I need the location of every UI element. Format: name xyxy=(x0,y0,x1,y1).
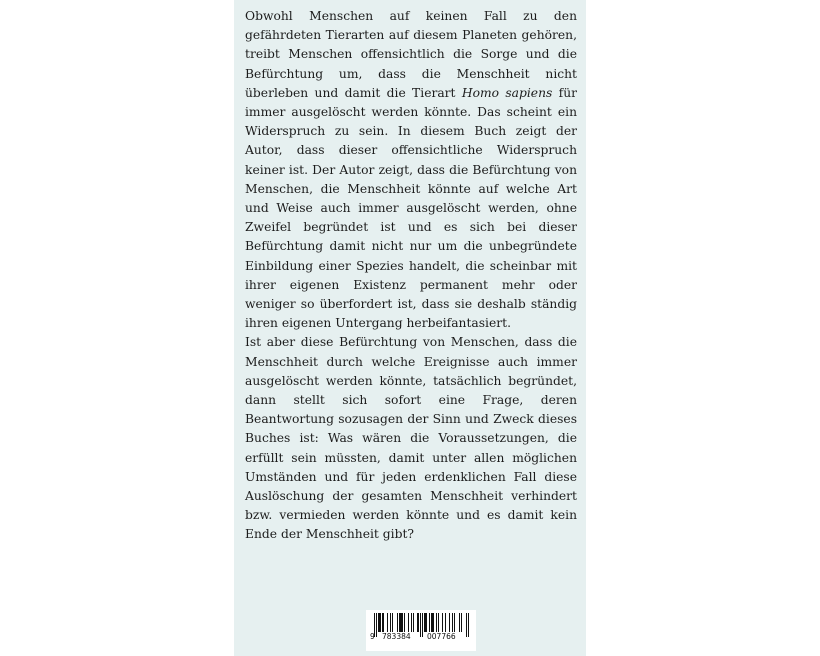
barcode-bar xyxy=(442,613,443,632)
barcode-bar xyxy=(411,613,412,632)
barcode-left-digits: 783384 xyxy=(382,632,411,641)
barcode-bar xyxy=(387,613,388,632)
barcode-bar xyxy=(466,613,467,637)
barcode-bar xyxy=(424,613,425,632)
barcode-bar xyxy=(382,613,383,632)
barcode-bar xyxy=(426,613,427,632)
barcode-bar xyxy=(436,613,437,632)
barcode-bar xyxy=(379,613,380,632)
blurb-paragraph-1-part-1: Obwohl Menschen auf keinen Fall zu den gefährdeten Tierarten auf diesem Planeten gehören, treibt Menschen offensichtlich die Sorge und die Befürchtung um, dass die Menschheit nicht überleben und damit die Tierart xyxy=(245,9,577,100)
barcode-bar xyxy=(422,613,423,637)
barcode-bar xyxy=(429,613,430,632)
barcode-bar xyxy=(402,613,403,632)
barcode-bar xyxy=(378,613,379,632)
blurb-paragraph-1 xyxy=(245,7,577,333)
barcode-bar xyxy=(408,613,409,632)
barcode-bar xyxy=(452,613,453,632)
barcode-bar xyxy=(399,613,400,632)
barcode-bar xyxy=(418,613,419,632)
barcode-bar xyxy=(432,613,433,632)
barcode-bar xyxy=(445,613,446,632)
barcode-bar xyxy=(413,613,414,632)
barcode-first-digit: 9 xyxy=(370,632,375,641)
barcode-bar xyxy=(400,613,401,632)
blurb-paragraph-1-part-2: für immer ausgelöscht werden könnte. Das scheint ein Widerspruch zu sein. In diesem Buch zeigt der Autor, dass dieser offensichtliche Widerspruch keiner ist. Der Autor zeigt, dass die Befürchtung von Menschen, die Menschheit könnte auf welche Art und Weise auch immer ausgelöscht werden, ohne Zweifel begründet ist und es sich bei dieser Befürchtung damit nicht nur um die unbegründete Einbildung einer Spezies handelt, die scheinbar mit ihrer eigenen Existenz permanent mehr oder weniger so überfordert ist, dass sie deshalb ständig ihren eigenen Untergang herbeifantasiert. xyxy=(245,85,578,331)
barcode-bar xyxy=(425,613,426,632)
barcode-bar xyxy=(449,613,450,632)
barcode-bar xyxy=(468,613,469,637)
barcode-bars xyxy=(366,610,476,651)
barcode-bar xyxy=(380,613,381,632)
species-name: Homo sapiens xyxy=(461,85,553,100)
isbn-barcode xyxy=(366,610,476,651)
barcode-bar xyxy=(461,613,462,632)
barcode-bar xyxy=(383,613,384,632)
barcode-bar xyxy=(392,613,393,632)
barcode-bar xyxy=(459,613,460,632)
blurb-paragraph-2: Ist aber diese Befürchtung von Menschen, dass die Menschheit durch welche Ereignisse auch immer ausgelöscht werden könnte, tatsächlich begründet, dann stellt sich sofort eine Frage, deren Beantwortung sozusagen der Sinn und Zweck dieses Buches ist: Was wären die Voraussetzungen, die erfüllt sein müssten, damit unter allen möglichen Umständen und für jeden erdenklichen Fall diese Auslöschung der gesamten Menschheit verhindert bzw. vermieden werden könnte und es damit kein Ende der Menschheit gibt? xyxy=(245,335,577,542)
barcode-bar xyxy=(420,613,421,637)
barcode-bar xyxy=(401,613,402,632)
barcode-bar xyxy=(376,613,377,637)
barcode-bar xyxy=(431,613,432,632)
barcode-bar xyxy=(454,613,455,632)
barcode-bar xyxy=(390,613,391,632)
barcode-bar xyxy=(397,613,398,632)
barcode-bar xyxy=(433,613,434,632)
barcode-right-digits: 007766 xyxy=(427,632,456,641)
blurb-text xyxy=(245,7,577,545)
back-cover xyxy=(234,0,586,656)
barcode-bar xyxy=(417,613,418,632)
barcode-bar xyxy=(438,613,439,632)
barcode-bar xyxy=(404,613,405,632)
